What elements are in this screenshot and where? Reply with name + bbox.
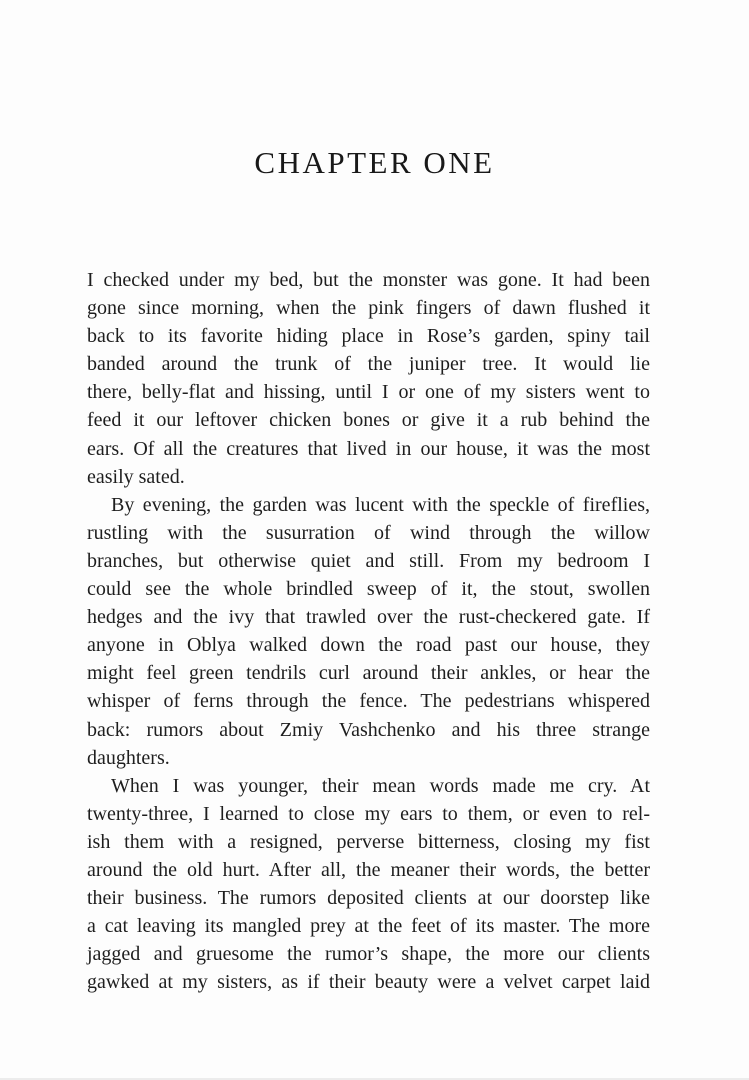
body-text <box>87 266 650 996</box>
text-line: whisper of ferns through the fence. The pedestrians whispered <box>87 690 650 713</box>
text-line: branches, but otherwise quiet and still. From my bedroom I <box>87 549 650 572</box>
text-line: rustling with the susurration of wind through the willow <box>87 521 650 544</box>
text-line: jagged and gruesome the rumor’s shape, the more our clients <box>87 943 650 966</box>
text-line: When I was younger, their mean words made me cry. At <box>111 774 650 797</box>
text-line: ish them with a resigned, perverse bitterness, closing my fist <box>87 830 650 853</box>
text-line: ears. Of all the creatures that lived in our house, it was the most <box>87 437 650 460</box>
text-line: back: rumors about Zmiy Vashchenko and his three strange <box>87 718 650 741</box>
text-line: there, belly-flat and hissing, until I or one of my sisters went to <box>87 381 650 404</box>
text-line: hedges and the ivy that trawled over the rust-checkered gate. If <box>87 606 650 629</box>
text-line: gone since morning, when the pink fingers of dawn flushed it <box>87 297 650 320</box>
text-line: might feel green tendrils curl around their ankles, or hear the <box>87 662 650 685</box>
paragraph <box>87 772 650 997</box>
text-line: daughters. <box>87 746 170 769</box>
text-line: a cat leaving its mangled prey at the feet of its master. The more <box>87 915 650 938</box>
text-line: feed it our leftover chicken bones or give it a rub behind the <box>87 409 650 432</box>
text-line: easily sated. <box>87 465 185 488</box>
paragraph <box>87 491 650 772</box>
text-line: I checked under my bed, but the monster was gone. It had been <box>87 269 650 291</box>
paragraph <box>87 266 650 491</box>
text-line: By evening, the garden was lucent with the speckle of fireflies, <box>111 493 650 516</box>
text-line: around the old hurt. After all, the meaner their words, the better <box>87 858 650 881</box>
text-line: back to its favorite hiding place in Rose’s garden, spiny tail <box>87 325 650 348</box>
text-line: anyone in Oblya walked down the road past our house, they <box>87 634 650 657</box>
chapter-title: CHAPTER ONE <box>254 145 495 180</box>
text-line: their business. The rumors deposited clients at our doorstep like <box>87 887 650 910</box>
text-line: gawked at my sisters, as if their beauty were a velvet carpet laid <box>87 971 650 994</box>
text-line: could see the whole brindled sweep of it, the stout, swollen <box>87 578 650 601</box>
text-line: banded around the trunk of the juniper tree. It would lie <box>87 353 650 376</box>
text-line: twenty-three, I learned to close my ears to them, or even to rel- <box>87 802 650 825</box>
